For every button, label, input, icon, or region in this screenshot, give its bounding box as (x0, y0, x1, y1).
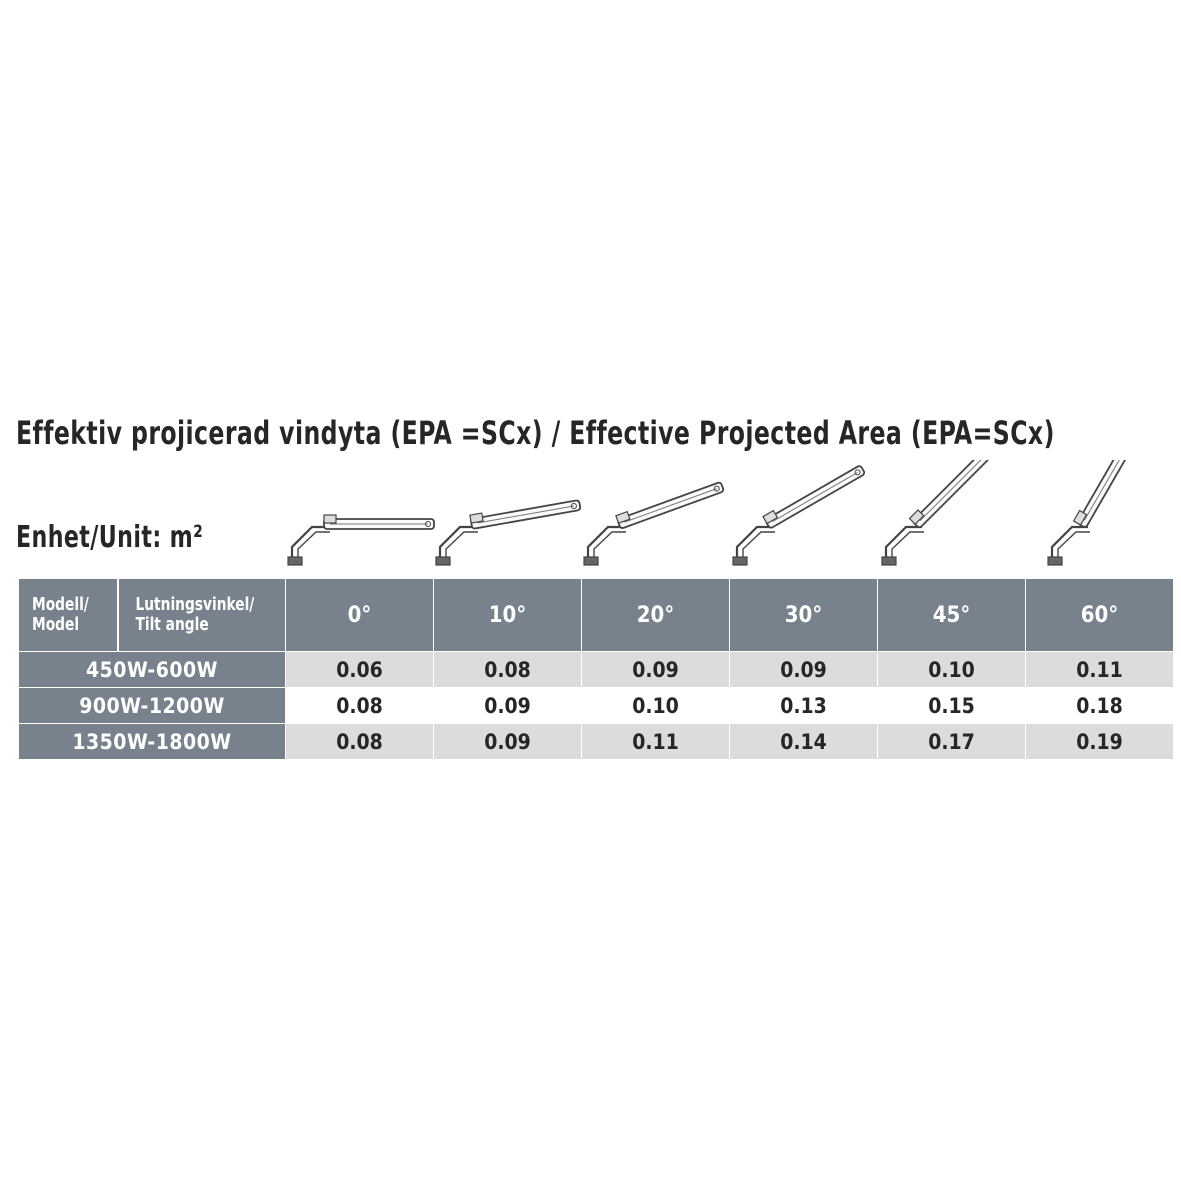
header-angle-10: 10° (434, 579, 582, 652)
page-title: Effektiv projicerad vindyta (EPA =SCx) / Effective Projected Area (EPA=SCx) (16, 414, 1055, 452)
unit-label: Enhet/Unit: m² (16, 520, 204, 555)
luminaire-tilt-30-icon (733, 462, 865, 565)
table-cell: 0.08 (434, 652, 582, 688)
luminaire-tilt-0-icon (288, 515, 434, 565)
table-cell: 0.14 (730, 724, 878, 760)
table-cell: 0.09 (730, 652, 878, 688)
table-cell: 0.18 (1026, 688, 1174, 724)
luminaire-tilt-45-icon (882, 460, 997, 565)
table-header-row (19, 579, 1174, 652)
table-cell: 0.06 (286, 652, 434, 688)
header-tilt-angle: Lutningsvinkel/ Tilt angle (118, 579, 286, 652)
header-angle-20: 20° (582, 579, 730, 652)
table-row (19, 652, 1174, 688)
table-cell: 0.11 (1026, 652, 1174, 688)
table-row (19, 724, 1174, 760)
table-cell: 0.19 (1026, 724, 1174, 760)
table-cell: 0.08 (286, 724, 434, 760)
table-cell: 0.17 (878, 724, 1026, 760)
header-angle-0: 0° (286, 579, 434, 652)
table-cell: 0.09 (434, 724, 582, 760)
luminaire-tilt-10-icon (436, 496, 581, 565)
fixture-illustrations (0, 460, 1181, 580)
row-model: 900W-1200W (19, 688, 286, 724)
luminaire-tilt-20-icon (584, 478, 724, 565)
epa-table (18, 578, 1174, 760)
header-model: Modell/ Model (19, 579, 119, 652)
table-cell: 0.13 (730, 688, 878, 724)
row-model: 1350W-1800W (19, 724, 286, 760)
table-cell: 0.08 (286, 688, 434, 724)
header-angle-45: 45° (878, 579, 1026, 652)
table-cell: 0.10 (582, 688, 730, 724)
table-cell: 0.10 (878, 652, 1026, 688)
row-model: 450W-600W (19, 652, 286, 688)
table-cell: 0.11 (582, 724, 730, 760)
table-cell: 0.09 (434, 688, 582, 724)
luminaire-tilt-60-icon (1048, 460, 1141, 565)
table-cell: 0.15 (878, 688, 1026, 724)
header-angle-60: 60° (1026, 579, 1174, 652)
table-row (19, 688, 1174, 724)
header-angle-30: 30° (730, 579, 878, 652)
table-cell: 0.09 (582, 652, 730, 688)
